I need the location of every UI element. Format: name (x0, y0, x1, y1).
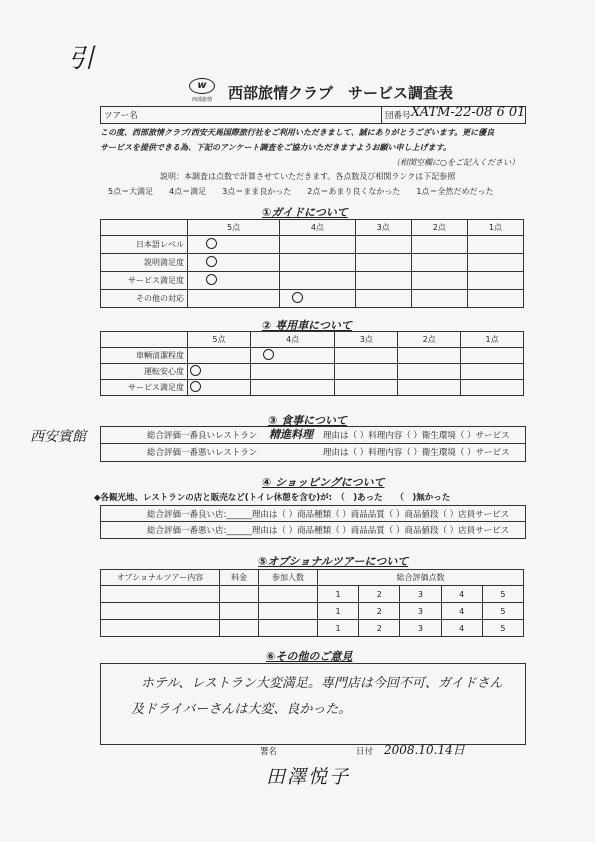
score-cell[interactable] (280, 254, 355, 272)
row-label: 日本語レベル (101, 236, 188, 254)
table-row (101, 586, 524, 603)
intro-line2: サービスを提供できる為、下記のアンケート調査をご協力いただきますようお願い申し上げます。 (100, 143, 451, 152)
date-label: 日付 (356, 747, 374, 757)
table-row (101, 348, 524, 364)
score-cell[interactable] (250, 380, 334, 396)
sec3-margin-note: 西安賓館 (30, 429, 86, 445)
shopping-divider (101, 521, 525, 522)
score-header: 1点 (461, 332, 524, 348)
selected-circle-icon (190, 381, 201, 392)
logo-caption: 西部旅情 (191, 97, 212, 103)
selected-circle-icon (206, 238, 217, 249)
sec4-title: ④ ショッピングについて (262, 476, 385, 489)
score-cell[interactable]: 1 (318, 603, 359, 620)
best-shop-row: 総合評価一番良い店:______理由は（ ）商品種類（ ）商品品質（ ）商品値段（ ）店員サービス (147, 510, 510, 520)
vehicle-table (100, 331, 524, 396)
best-restaurant-label: 総合評価一番良いレストラン (147, 431, 258, 441)
selected-circle-icon (206, 256, 217, 267)
sec3-title: ③ 食事について (268, 414, 347, 427)
score-cell[interactable] (355, 272, 411, 290)
score-cell[interactable]: 3 (400, 620, 441, 637)
participants-cell[interactable] (259, 603, 318, 620)
score-cell[interactable] (467, 272, 523, 290)
table-row (101, 272, 524, 290)
score-cell[interactable] (280, 290, 355, 308)
row-label: サービス満足度 (101, 380, 188, 396)
restaurant-box (100, 426, 526, 462)
sec1-title: ①ガイドについて (262, 206, 348, 219)
intro-line1: この度、西部旅情クラブ/西安天馬国際旅行社をご利用いただきまして、誠にありがとうございます。更に優良 (100, 128, 495, 137)
score-header: 2点 (411, 220, 467, 236)
vehicle-header-row (101, 332, 524, 348)
score-cell[interactable]: 1 (318, 620, 359, 637)
score-cell[interactable] (467, 290, 523, 308)
score-cell[interactable]: 4 (441, 586, 482, 603)
score-cell[interactable] (355, 290, 411, 308)
worst-shop-row: 総合評価一番悪い店:______理由は（ ）商品種類（ ）商品品質（ ）商品値段（ ）店員サービス (147, 526, 510, 536)
best-restaurant-reason: 理由は（ ）料理内容（ ）衛生環境（ ）サービス (323, 431, 510, 441)
worst-restaurant-label: 総合評価一番悪いレストラン (147, 448, 258, 458)
col-header: オプショナルツアー内容 (101, 570, 220, 586)
score-cell[interactable] (280, 236, 355, 254)
score-scale: 5点＝大満足 4点＝満足 3点＝まま良かった 2点＝あまり良くなかった 1点＝全然だめだった (108, 187, 494, 196)
score-cell[interactable]: 5 (482, 586, 523, 603)
score-header: 4点 (250, 332, 334, 348)
table-row (101, 254, 524, 272)
signature-value: 田澤悦子 (266, 766, 351, 788)
logo-icon: w (189, 78, 215, 94)
group-no-label: 団番号 (385, 111, 411, 121)
score-cell[interactable] (188, 236, 280, 254)
shopping-question: ◆各観光地、レストランの店と販売など(トイレ休憩を含む)が: （ )あった （ )無かった (94, 493, 451, 503)
table-row (101, 236, 524, 254)
selected-circle-icon (206, 274, 217, 285)
tour-divider (381, 107, 382, 123)
col-header: 総合評価点数 (318, 570, 524, 586)
score-cell[interactable]: 2 (359, 603, 400, 620)
table-row (101, 290, 524, 308)
score-cell[interactable]: 2 (359, 620, 400, 637)
table-row (101, 364, 524, 380)
score-cell[interactable]: 5 (482, 620, 523, 637)
score-header: 1点 (467, 220, 523, 236)
score-cell[interactable] (411, 272, 467, 290)
comment-line1: ホテル、レストラン大変満足。専門店は今回不可、ガイドさん (141, 676, 503, 691)
score-cell[interactable]: 3 (400, 586, 441, 603)
score-cell[interactable] (461, 380, 524, 396)
comment-line2: 及ドライバーさんは大変、良かった。 (131, 702, 352, 717)
score-header: 5点 (188, 220, 280, 236)
explanation: 説明：本調査は点数で計算させていただきます。各点数及び相関ランクは下記参照 (160, 172, 456, 181)
score-cell[interactable] (398, 348, 461, 364)
row-label: 説明満足度 (101, 254, 188, 272)
table-row (101, 380, 524, 396)
score-cell[interactable] (411, 236, 467, 254)
table-row (101, 603, 524, 620)
col-header: 料金 (220, 570, 259, 586)
price-cell[interactable] (220, 620, 259, 637)
guide-table (100, 219, 524, 308)
score-cell[interactable] (188, 348, 251, 364)
optional-header-row (101, 570, 524, 586)
score-cell[interactable] (398, 364, 461, 380)
score-cell[interactable]: 4 (441, 620, 482, 637)
row-label: サービス満足度 (101, 272, 188, 290)
col-header: 参加人数 (259, 570, 318, 586)
score-cell[interactable] (467, 236, 523, 254)
score-cell[interactable]: 5 (482, 603, 523, 620)
score-cell[interactable] (335, 380, 398, 396)
vehicle-header-blank (101, 332, 188, 348)
optional-tour-table (100, 569, 524, 637)
table-row (101, 620, 524, 637)
selected-circle-icon (263, 349, 274, 360)
best-restaurant-value: 精進料理 (269, 428, 313, 441)
company-logo (182, 78, 222, 106)
score-cell[interactable] (355, 236, 411, 254)
score-cell[interactable] (461, 348, 524, 364)
page-title: 西部旅情クラブ サービス調査表 (228, 84, 454, 102)
tour-info-box (100, 106, 526, 124)
page-mark: 引 (68, 44, 95, 74)
score-cell[interactable]: 2 (359, 586, 400, 603)
score-cell[interactable] (280, 272, 355, 290)
selected-circle-icon (190, 365, 201, 376)
participants-cell[interactable] (259, 586, 318, 603)
score-cell[interactable] (188, 290, 280, 308)
score-header: 2点 (398, 332, 461, 348)
score-cell[interactable] (250, 364, 334, 380)
row-label: 運転安心度 (101, 364, 188, 380)
score-header: 3点 (335, 332, 398, 348)
sec5-title: ⑤オプショナルツアーについて (258, 555, 409, 568)
score-cell[interactable] (461, 364, 524, 380)
score-cell[interactable] (335, 348, 398, 364)
score-cell[interactable] (411, 254, 467, 272)
participants-cell[interactable] (259, 620, 318, 637)
comments-box[interactable] (100, 663, 526, 745)
score-cell[interactable] (188, 364, 251, 380)
group-no-value: XATM-22-08 6 01 (411, 105, 526, 120)
tour-content-cell[interactable] (101, 620, 220, 637)
price-cell[interactable] (220, 586, 259, 603)
score-cell[interactable] (467, 254, 523, 272)
tour-content-cell[interactable] (101, 603, 220, 620)
score-cell[interactable] (188, 272, 280, 290)
date-value: 2008.10.14日 (384, 743, 465, 757)
selected-circle-icon (292, 292, 303, 303)
score-cell[interactable] (398, 380, 461, 396)
score-header: 3点 (355, 220, 411, 236)
guide-header-row (101, 220, 524, 236)
score-cell[interactable] (411, 290, 467, 308)
score-cell[interactable]: 3 (400, 603, 441, 620)
score-cell[interactable] (355, 254, 411, 272)
row-label: 車輌清潔程度 (101, 348, 188, 364)
tour-name-label: ツアー名 (104, 111, 138, 121)
sec6-title: ⑥その他のご意見 (266, 650, 353, 663)
shopping-box (100, 505, 526, 539)
row-label: その他の対応 (101, 290, 188, 308)
score-header: 4点 (280, 220, 355, 236)
worst-restaurant-reason: 理由は（ ）料理内容（ ）衛生環境（ ）サービス (323, 448, 510, 458)
score-cell[interactable]: 4 (441, 603, 482, 620)
score-cell[interactable] (188, 254, 280, 272)
sec2-title: ② 専用車について (262, 319, 352, 332)
score-cell[interactable] (250, 348, 334, 364)
score-cell[interactable] (335, 364, 398, 380)
tour-content-cell[interactable] (101, 586, 220, 603)
score-header: 5点 (188, 332, 251, 348)
signature-label: 署名 (260, 747, 278, 757)
guide-header-blank (101, 220, 188, 236)
score-cell[interactable]: 1 (318, 586, 359, 603)
score-cell[interactable] (188, 380, 251, 396)
restaurant-divider (101, 443, 525, 444)
intro-note: （相関空欄に○をご記入ください） (392, 158, 519, 167)
price-cell[interactable] (220, 603, 259, 620)
